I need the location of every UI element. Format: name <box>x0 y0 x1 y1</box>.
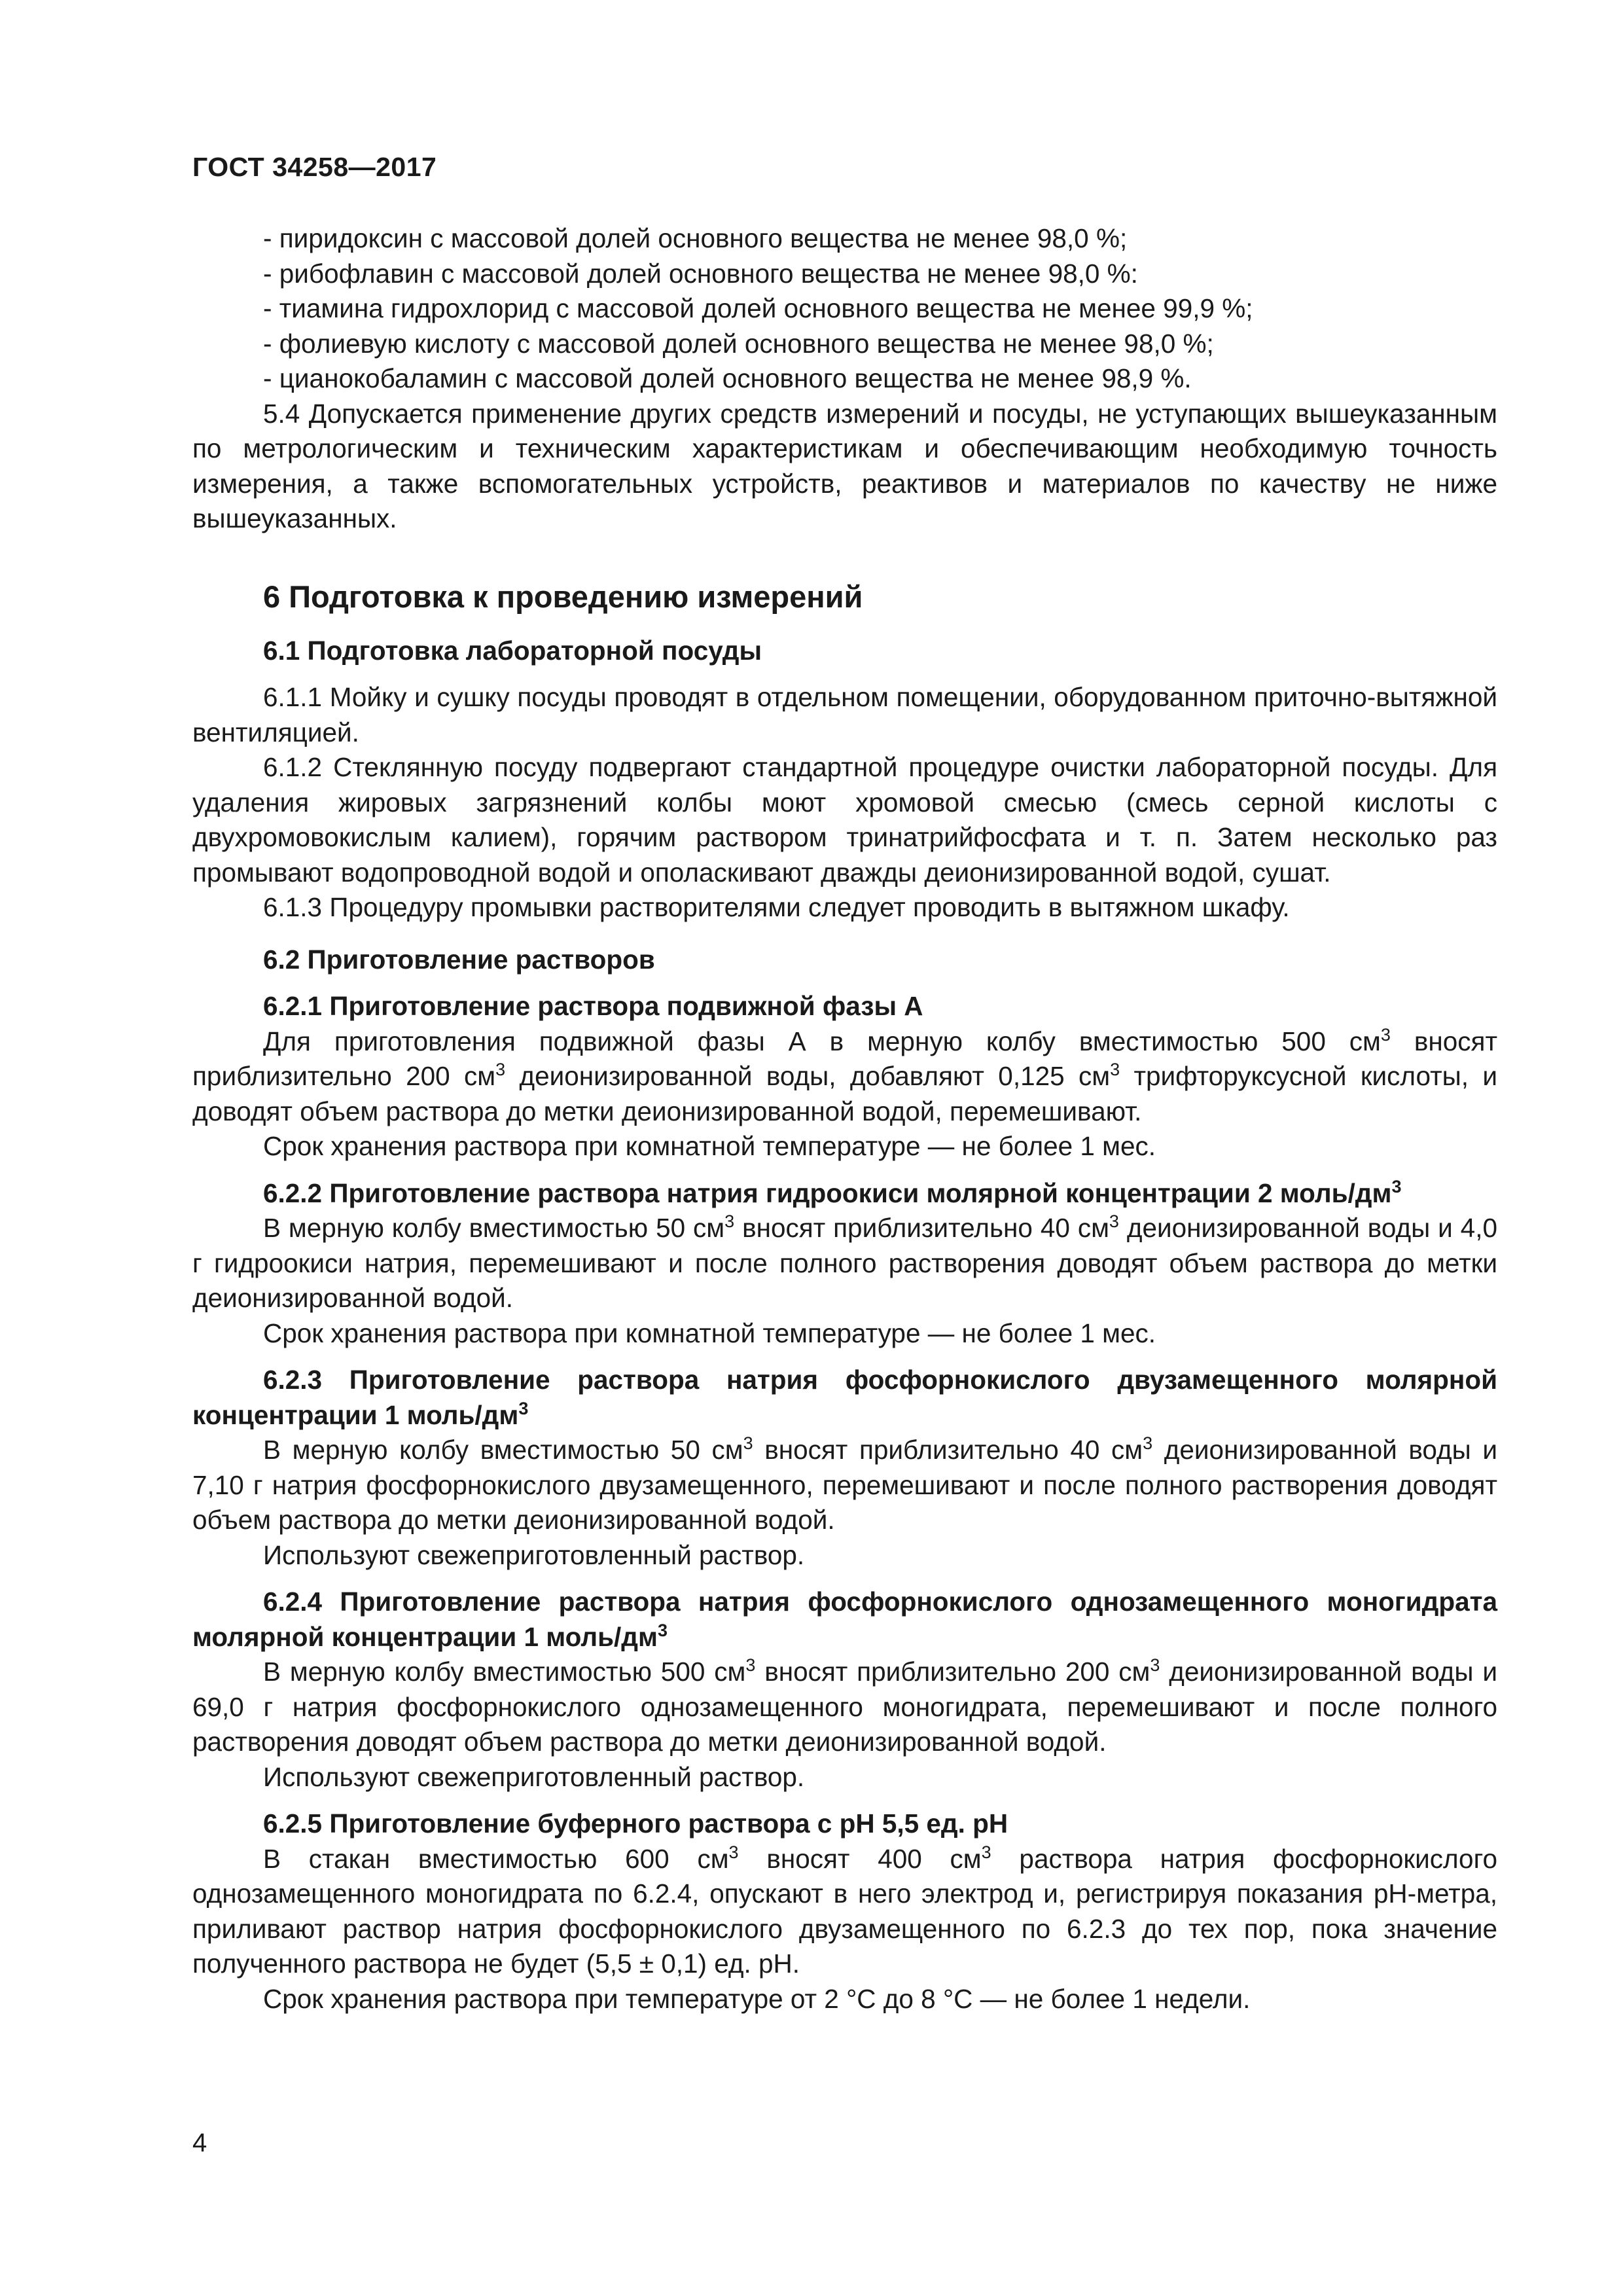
paragraph-6-2-1-storage: Срок хранения раствора при комнатной температуре — не более 1 мес. <box>263 1131 1156 1161</box>
section-6-2-2-title: 6.2.2 Приготовление раствора натрия гидроокиси молярной концентрации 2 моль/$дм^3$ <box>263 1176 1402 1208</box>
list-item: - пиридоксин с массовой долей основного вещества не менее 98,0 %; <box>263 223 1128 253</box>
list-item: - фолиевую кислоту с массовой долей основного вещества не менее 98,0 %; <box>263 328 1214 359</box>
section-6-2-3-title: 6.2.3 Приготовление раствора натрия фосфорнокислого двузамещенного молярной концентрации 1 моль/$дм^3$ <box>192 1365 1497 1430</box>
paragraph-6-2-3: В мерную колбу вместимостью 50 $см^3$ вносят приблизительно 40 $см^3$ деионизированной воды и 7,10 г натрия фосфорнокислого двузамещенного, перемешивают и после полного растворения доводят объем раствора до метки деионизированной водой. <box>192 1433 1497 1535</box>
paragraph-6-2-5-storage: Срок хранения раствора при температуре от 2 °С до 8 °С — не более 1 недели. <box>263 1983 1251 2014</box>
page-content <box>192 221 1497 2017</box>
paragraph-6-1-1: 6.1.1 Мойку и сушку посуды проводят в отдельном помещении, оборудованном приточно-вытяжной вентиляцией. <box>192 682 1497 747</box>
section-6-2-title: 6.2 Приготовление растворов <box>263 944 655 975</box>
document-header: ГОСТ 34258—2017 <box>192 152 437 182</box>
section-6-2-1-title: 6.2.1 Приготовление раствора подвижной фазы А <box>263 991 923 1021</box>
paragraph-6-1-3: 6.1.3 Процедуру промывки растворителями следует проводить в вытяжном шкафу. <box>263 892 1290 922</box>
paragraph-6-2-4-note: Используют свежеприготовленный раствор. <box>263 1761 805 1792</box>
section-6-title: 6 Подготовка к проведению измерений <box>263 579 863 614</box>
paragraph-6-2-2-storage: Срок хранения раствора при комнатной температуре — не более 1 мес. <box>263 1318 1156 1348</box>
paragraph-6-1-2: 6.1.2 Стеклянную посуду подвергают стандартной процедуре очистки лабораторной посуды. Для удаления жировых загрязнений колбы моют хромовой смесью (смесь серной кислоты с двухромовокислым калием), горячим раствором тринатрийфосфата и т. п. Затем несколько раз промывают водопроводной водой и ополаскивают дважды деионизированной водой, сушат. <box>192 752 1497 888</box>
paragraph-6-2-3-note: Используют свежеприготовленный раствор. <box>263 1539 805 1570</box>
paragraph-6-2-4: В мерную колбу вместимостью 500 $см^3$ вносят приблизительно 200 $см^3$ деионизированной воды и 69,0 г натрия фосфорнокислого однозамещенного моногидрата, перемешивают и после полного растворения доводят объем раствора до метки деионизированной водой. <box>192 1655 1497 1757</box>
list-item: - рибофлавин с массовой долей основного вещества не менее 98,0 %: <box>263 258 1138 289</box>
list-item: - цианокобаламин с массовой долей основного вещества не менее 98,9 %. <box>263 363 1192 393</box>
section-6-2-5-title: 6.2.5 Приготовление буферного раствора с рН 5,5 ед. рН <box>263 1808 1008 1839</box>
list-item: - тиамина гидрохлорид с массовой долей основного вещества не менее 99,9 %; <box>263 293 1253 323</box>
paragraph-6-2-2: В мерную колбу вместимостью 50 $см^3$ вносят приблизительно 40 $см^3$ деионизированной воды и 4,0 г гидроокиси натрия, перемешивают и после полного растворения доводят объем раствора до метки деионизированной водой. <box>192 1211 1497 1313</box>
section-6-1-title: 6.1 Подготовка лабораторной посуды <box>263 635 762 666</box>
paragraph-5-4: 5.4 Допускается применение других средств измерений и посуды, не уступающих вышеуказанным по метрологическим и техническим характеристикам и обеспечивающим необходимую точность измерения, а также вспомогательных устройств, реактивов и материалов по качеству не ниже вышеуказанных. <box>192 398 1497 533</box>
page-number: 4 <box>192 2128 207 2157</box>
paragraph-6-2-1: Для приготовления подвижной фазы А в мерную колбу вместимостью 500 $см^3$ вносят приблизительно 200 $см^3$ деионизированной воды, добавляют 0,125 $см^3$ трифторуксусной кислоты, и доводят объем раствора до метки деионизированной водой, перемешивают. <box>192 1024 1498 1126</box>
paragraph-6-2-5: В стакан вместимостью 600 $см^3$ вносят 400 $см^3$ раствора натрия фосфорнокислого однозамещенного моногидрата по 6.2.4, опускают в него электрод и, регистрируя показания рН-метра, приливают раствор натрия фосфорнокислого двузамещенного по 6.2.3 до тех пор, пока значение полученного раствора не будет (5,5 ± 0,1) ед. рН. <box>192 1842 1497 1979</box>
section-6-2-4-title: 6.2.4 Приготовление раствора натрия фосфорнокислого однозамещенного моногидрата молярной концентрации 1 моль/$дм^3$ <box>192 1587 1497 1652</box>
